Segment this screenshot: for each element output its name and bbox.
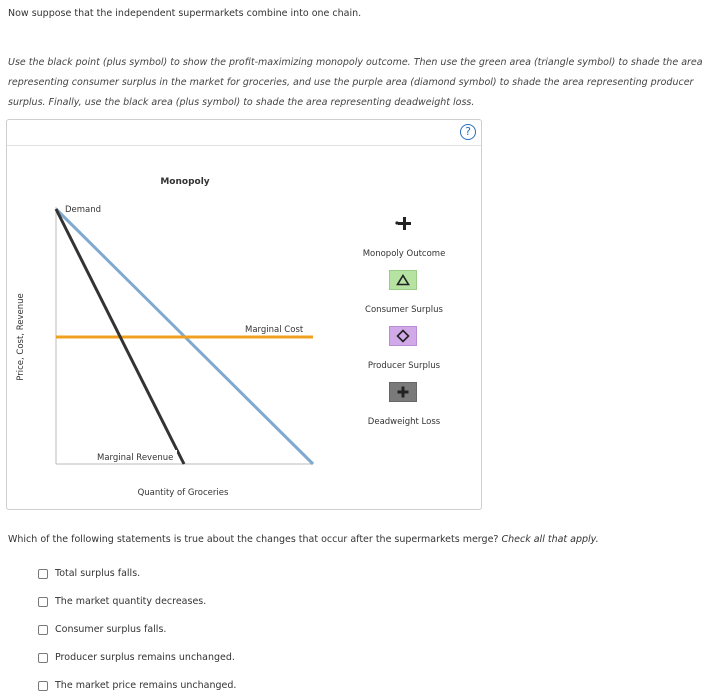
checkbox[interactable] — [38, 625, 48, 635]
option-consumer-surplus-falls[interactable] — [38, 624, 166, 635]
demand-label: Demand — [65, 205, 102, 215]
deadweight-loss-tool[interactable] — [389, 382, 417, 402]
question-hint: Check all that apply. — [501, 534, 599, 545]
option-label: Total surplus falls. — [55, 568, 141, 579]
option-label: The market quantity decreases. — [55, 596, 207, 607]
diamond-icon — [396, 329, 410, 343]
graph-panel — [6, 119, 482, 510]
consumer-surplus-tool[interactable] — [389, 270, 417, 290]
question-body: Which of the following statements is true about the changes that occur after the supermarkets merge? — [8, 534, 499, 545]
monopoly-graph[interactable] — [7, 120, 483, 511]
marginal-cost-label: Marginal Cost — [245, 325, 304, 335]
help-icon[interactable]: ? — [460, 124, 476, 140]
option-price-unchanged[interactable] — [38, 680, 236, 691]
option-producer-surplus-unchanged[interactable] — [38, 652, 235, 663]
graph-title: Monopoly — [160, 177, 210, 187]
legend-label: Consumer Surplus — [365, 305, 443, 315]
option-label: Consumer surplus falls. — [55, 624, 167, 635]
question-text — [8, 534, 599, 545]
checkbox[interactable] — [38, 681, 48, 691]
marginal-revenue-label: Marginal Revenue — [97, 453, 174, 463]
x-axis-label: Quantity of Groceries — [137, 488, 229, 498]
intro-text: Now suppose that the independent supermarkets combine into one chain. — [8, 8, 362, 19]
producer-surplus-tool[interactable] — [389, 326, 417, 346]
option-label: Producer surplus remains unchanged. — [55, 652, 235, 663]
instructions-text: Use the black point (plus symbol) to show the profit-maximizing monopoly outcome. Then use the green area (triangle symbol) to shade the area representing consumer surplus in the market for groceries, and use the purple area (diamond symbol) to shade the area representing producer surplus. Finally, use the black area (plus symbol) to shade the area representing deadweight loss. — [8, 57, 703, 108]
y-axis-label: Price, Cost, Revenue — [16, 293, 26, 381]
checkbox[interactable] — [38, 653, 48, 663]
plus-point-icon[interactable] — [393, 215, 413, 235]
plus-icon — [396, 385, 410, 399]
checkbox[interactable] — [38, 597, 48, 607]
option-quantity-decreases[interactable] — [38, 596, 206, 607]
option-label: The market price remains unchanged. — [55, 680, 237, 691]
option-total-surplus-falls[interactable] — [38, 568, 140, 579]
checkbox[interactable] — [38, 569, 48, 579]
triangle-icon — [396, 274, 410, 286]
legend-label: Producer Surplus — [367, 361, 441, 371]
legend-label: Deadweight Loss — [367, 417, 441, 427]
legend-label: Monopoly Outcome — [362, 249, 446, 259]
